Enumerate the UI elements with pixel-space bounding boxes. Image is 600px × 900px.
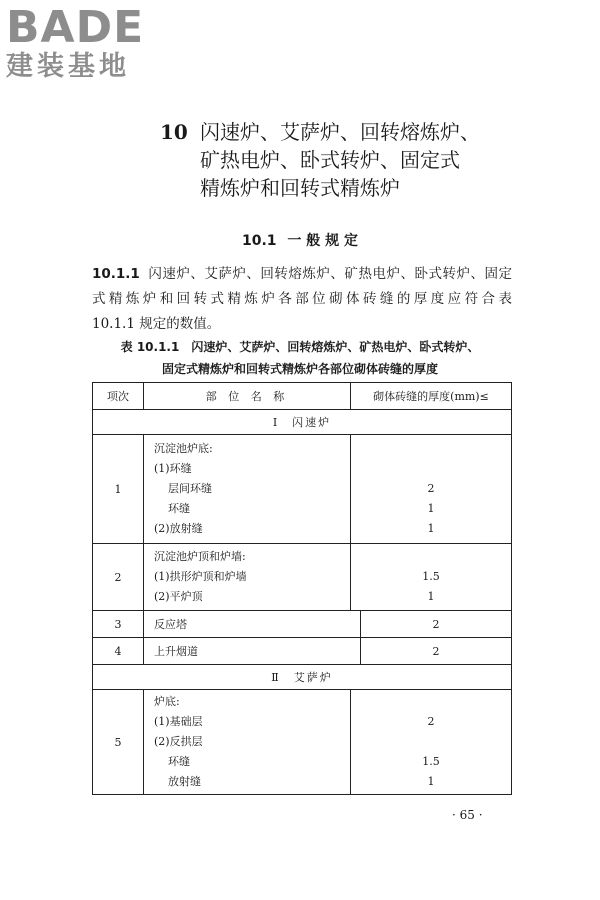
item-number: 2 [93,544,144,610]
thickness-value: 1.5 [422,570,440,583]
chapter-title-line: 闪速炉、艾萨炉、回转熔炼炉、 [200,120,480,144]
table-row [93,543,511,610]
location-text: (2)平炉顶 [154,590,203,603]
table-header-row [93,383,511,409]
table-row [93,610,511,637]
thickness-value: 2 [432,644,440,658]
location-text: 环缝 [168,755,190,768]
location-text: 环缝 [168,502,190,515]
paragraph-line: 闪速炉、艾萨炉、回转熔炼炉、矿热电炉、卧式转炉、固定 [147,266,512,282]
paragraph-line: 10.1.1 规定的数值。 [92,316,221,332]
location-text: (2)反拱层 [154,735,203,748]
table-caption [0,336,600,380]
thickness-value: 1 [427,522,435,535]
location-text: (2)放射缝 [154,522,203,535]
section-title: 一 般 规 定 [287,233,359,249]
logo-latin: BADE [6,2,145,53]
thickness-value: 1 [427,502,435,515]
table-row [93,689,511,794]
thickness-value: 2 [432,617,440,631]
group-row: Ⅱ 艾萨炉 [93,664,511,689]
caption-line: 表 10.1.1 闪速炉、艾萨炉、回转熔炼炉、矿热电炉、卧式转炉、 [120,340,480,354]
chapter-title-line: 矿热电炉、卧式转炉、固定式 [200,148,460,172]
table-row [93,637,511,664]
header-thickness: 砌体砖缝的厚度(mm)≤ [373,390,489,403]
location-text: 炉底: [154,695,180,708]
item-number: 4 [93,638,144,664]
chapter-number: 10 [160,120,188,144]
thickness-value: 2 [427,482,435,495]
thickness-value [351,547,511,567]
location-text: 沉淀池炉顶和炉墙: [154,550,246,563]
thickness-value: 1 [427,590,435,603]
paragraph-line: 式精炼炉和回转式精炼炉各部位砌体砖缝的厚度应符合表 [92,291,512,307]
header-location: 部 位 名 称 [144,383,351,409]
page-number: · 65 · [452,808,483,822]
caption-line: 固定式精炼炉和回转式精炼炉各部位砌体砖缝的厚度 [161,362,438,376]
location-text: 放射缝 [168,775,201,788]
logo-chinese: 建装基地 [6,51,130,82]
location-text: (1)环缝 [154,462,192,475]
thickness-value: 2 [427,715,435,728]
item-number: 5 [93,690,144,794]
table-row [93,434,511,543]
group-row: Ⅰ 闪速炉 [93,409,511,434]
thickness-value [351,459,511,479]
section-heading [0,230,600,250]
clause-paragraph [92,262,512,337]
thickness-value: 1 [427,775,435,788]
chapter-title-line: 精炼炉和回转式精炼炉 [200,176,400,200]
thickness-value [351,439,511,459]
header-item: 项次 [93,383,144,409]
location-text: 反应塔 [144,611,361,637]
location-text: (1)拱形炉顶和炉墙 [154,570,247,583]
location-text: 层间环缝 [168,482,212,495]
thickness-value [351,692,511,712]
location-text: 沉淀池炉底: [154,442,213,455]
item-number: 1 [93,435,144,543]
item-number: 3 [93,611,144,637]
location-text: (1)基础层 [154,715,203,728]
joint-thickness-table [92,382,512,795]
location-text: 上升烟道 [144,638,361,664]
clause-number: 10.1.1 [92,266,140,282]
bade-logo [6,2,145,82]
section-number: 10.1 [241,233,277,249]
thickness-value [351,732,511,752]
thickness-value: 1.5 [422,755,440,768]
